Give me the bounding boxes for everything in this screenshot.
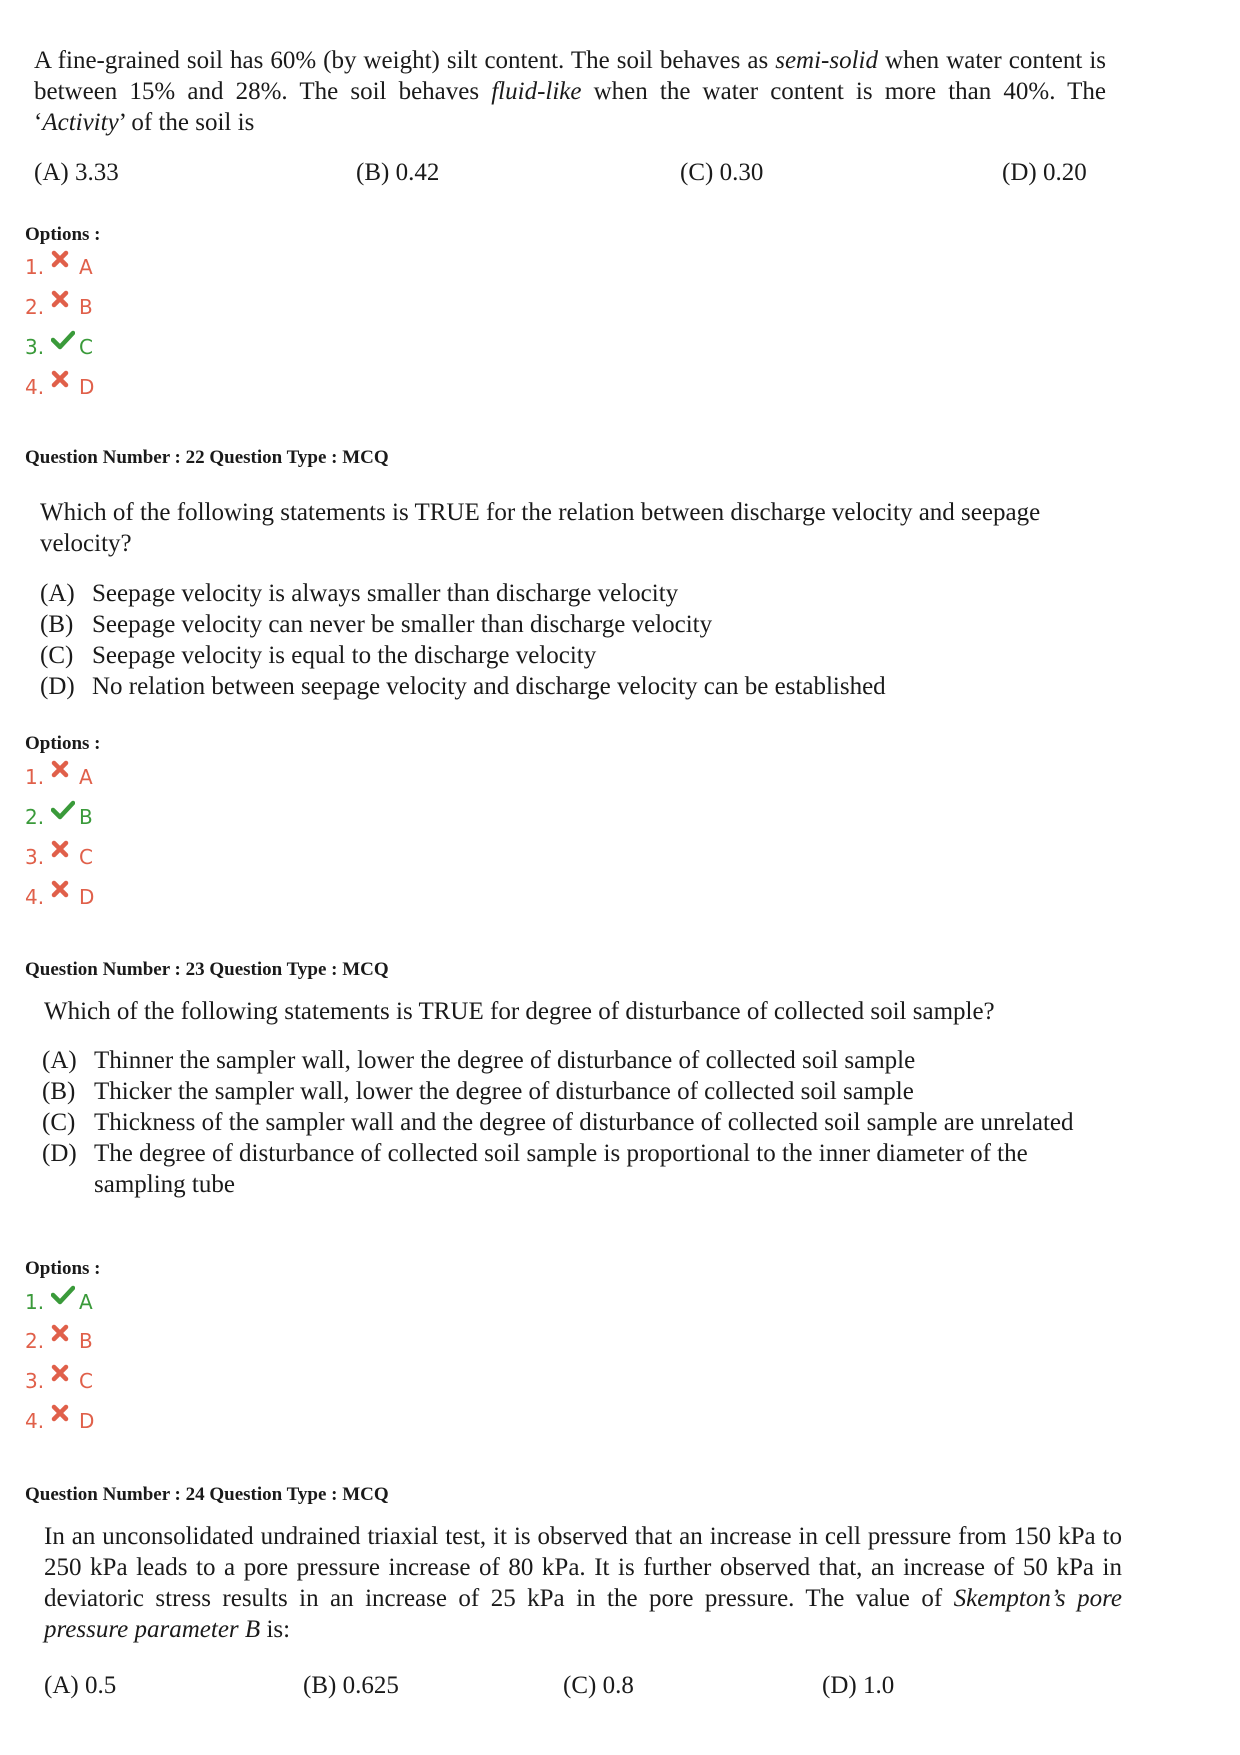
q22-option-1[interactable]: 1. A (25, 765, 93, 789)
q23-answer-a: (A) Thinner the sampler wall, lower the degree of disturbance of collected soil sample (42, 1047, 916, 1074)
q23-option-2[interactable]: 2. B (25, 1329, 93, 1353)
q22-option-4[interactable]: 4. D (25, 885, 95, 909)
q22-answer-d: (D) No relation between seepage velocity and discharge velocity can be established (40, 673, 886, 700)
q23-answer-c: (C) Thickness of the sampler wall and the degree of disturbance of collected soil sample are unrelated (42, 1109, 1074, 1136)
q21-options-label: Options : (25, 224, 101, 245)
q24-choice-c: (C) 0.8 (563, 1672, 634, 1699)
q21-option-1[interactable]: 1. A (25, 255, 93, 279)
check-icon (51, 334, 79, 360)
cross-icon (51, 844, 79, 870)
q21-choice-b: (B) 0.42 (356, 159, 440, 186)
q21-option-4[interactable]: 4. D (25, 375, 95, 399)
q22-question-text: Which of the following statements is TRUE for the relation between discharge velocity and seepage velocity? (40, 499, 1041, 557)
cross-icon (51, 1408, 79, 1434)
cross-icon (51, 1328, 79, 1354)
q22-answer-b: (B) Seepage velocity can never be smaller than discharge velocity (40, 611, 713, 638)
q21-choice-c: (C) 0.30 (680, 159, 764, 186)
q24-choice-d: (D) 1.0 (822, 1672, 895, 1699)
q22-option-3[interactable]: 3. C (25, 845, 93, 869)
q22-header: Question Number : 22 Question Type : MCQ (25, 447, 389, 468)
q23-option-1[interactable]: 1. A (25, 1290, 93, 1314)
cross-icon (51, 374, 79, 400)
cross-icon (51, 764, 79, 790)
q23-question-text: Which of the following statements is TRUE for degree of disturbance of collected soil sample? (44, 998, 995, 1025)
q23-header: Question Number : 23 Question Type : MCQ (25, 959, 389, 980)
q22-answer-list (40, 578, 1120, 702)
q22-answer-c: (C) Seepage velocity is equal to the discharge velocity (40, 642, 597, 669)
q23-answer-b: (B) Thicker the sampler wall, lower the degree of disturbance of collected soil sample (42, 1078, 914, 1105)
q21-choice-a: (A) 3.33 (34, 159, 119, 186)
q21-question-text: A fine-grained soil has 60% (by weight) silt content. The soil behaves as semi-solid when water content is between 15% and 28%. The soil behaves fluid-like when the water content is more than 40%. The ‘Activity’ of the soil is (34, 47, 1106, 136)
q21-option-2[interactable]: 2. B (25, 295, 93, 319)
q23-option-3[interactable]: 3. C (25, 1369, 93, 1393)
check-icon (51, 1289, 79, 1315)
q21-option-3[interactable]: 3. C (25, 335, 93, 359)
cross-icon (51, 884, 79, 910)
check-icon (51, 804, 79, 830)
q23-answer-d: (D) The degree of disturbance of collected soil sample is proportional to the inner diameter of the sampling tube (42, 1140, 1028, 1198)
cross-icon (51, 294, 79, 320)
cross-icon (51, 1368, 79, 1394)
q24-choice-b: (B) 0.625 (303, 1672, 399, 1699)
q24-choice-a: (A) 0.5 (44, 1672, 117, 1699)
q23-option-4[interactable]: 4. D (25, 1409, 95, 1433)
q22-answer-a: (A) Seepage velocity is always smaller than discharge velocity (40, 580, 679, 607)
q24-header: Question Number : 24 Question Type : MCQ (25, 1484, 389, 1505)
q21-choice-d: (D) 0.20 (1002, 159, 1087, 186)
q22-options-label: Options : (25, 733, 101, 754)
q24-question-text: In an unconsolidated undrained triaxial test, it is observed that an increase in cell pressure from 150 kPa to 250 kPa leads to a pore pressure increase of 80 kPa. It is further observed that, an increase of 50 kPa in deviatoric stress results in an increase of 25 kPa in the pore pressure. The value of Skempton’s pore pressure parameter B is: (44, 1523, 1122, 1643)
cross-icon (51, 254, 79, 280)
q23-answer-list (42, 1045, 1102, 1200)
q23-options-label: Options : (25, 1258, 101, 1279)
q22-option-2[interactable]: 2. B (25, 805, 93, 829)
